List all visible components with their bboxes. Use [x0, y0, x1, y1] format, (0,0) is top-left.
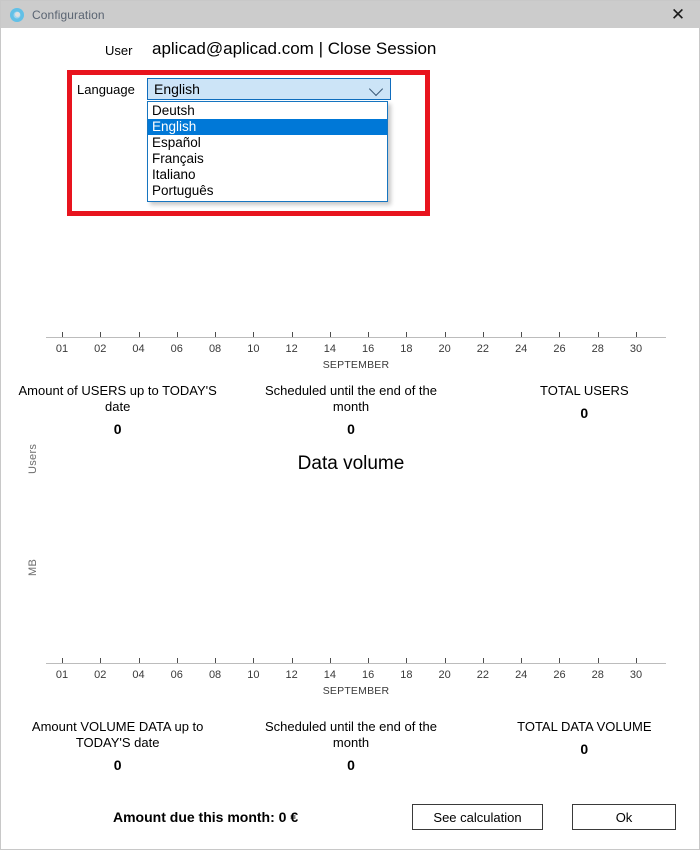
axis-tick: [253, 332, 254, 337]
axis-tick-label: 02: [94, 343, 107, 355]
axis-tick: [177, 658, 178, 663]
user-email: aplicad@aplicad.com: [152, 39, 314, 58]
stat-caption: Amount of USERS up to TODAY'S date: [18, 383, 217, 414]
stat-cell: [1, 383, 234, 437]
axis-tick: [559, 332, 560, 337]
axis-tick: [215, 332, 216, 337]
axis-line: [46, 337, 666, 338]
axis-tick: [62, 332, 63, 337]
axis-tick-label: 30: [629, 669, 643, 681]
axis-tick-label: 28: [591, 343, 604, 355]
axis-tick-label: 04: [132, 669, 145, 681]
axis-tick: [406, 658, 407, 663]
axis-tick: [139, 658, 140, 663]
axis-tick: [521, 332, 522, 337]
user-label: User: [105, 43, 133, 58]
axis-line: [46, 663, 666, 664]
language-option[interactable]: Português: [152, 183, 214, 198]
axis-tick: [559, 658, 560, 663]
close-session-link[interactable]: Close Session: [327, 39, 437, 58]
axis-tick-label: 14: [323, 343, 336, 355]
user-row: [1, 39, 700, 61]
users-chart-x-axis: [46, 337, 666, 371]
axis-tick-label: 14: [323, 669, 336, 681]
title-bar: [1, 1, 700, 28]
stat-caption: Scheduled until the end of the month: [264, 719, 437, 750]
stat-cell: [234, 383, 467, 437]
axis-tick-label: 20: [438, 343, 451, 355]
axis-tick-label: 26: [553, 669, 566, 681]
axis-tick-label: 01: [55, 669, 69, 681]
axis-tick: [598, 658, 599, 663]
axis-tick-label: 28: [591, 669, 604, 681]
axis-tick: [62, 658, 63, 663]
chevron-down-icon: [369, 82, 383, 96]
axis-tick: [406, 332, 407, 337]
stat-cell: [468, 719, 700, 773]
axis-tick: [598, 332, 599, 337]
stat-caption: Scheduled until the end of the month: [264, 383, 437, 414]
data-volume-chart-x-axis: [46, 663, 666, 697]
axis-tick-label: 18: [400, 343, 413, 355]
axis-tick: [636, 332, 637, 337]
axis-tick-label: 24: [515, 343, 528, 355]
axis-tick-label: 30: [629, 343, 643, 355]
axis-tick-label: 04: [132, 343, 145, 355]
stat-value: 0: [347, 757, 355, 773]
axis-tick-label: 16: [362, 669, 375, 681]
axis-tick-label: 01: [55, 343, 69, 355]
axis-tick-label: 24: [515, 669, 528, 681]
language-option[interactable]: Español: [152, 135, 201, 150]
axis-tick-label: 08: [208, 669, 222, 681]
axis-tick-label: 20: [438, 669, 451, 681]
ok-button[interactable]: Ok: [572, 804, 676, 830]
axis-tick: [100, 658, 101, 663]
axis-tick-label: 22: [476, 343, 490, 355]
language-option-list[interactable]: [147, 101, 388, 202]
axis-tick-label: 12: [285, 343, 298, 355]
stat-cell: [234, 719, 467, 773]
stat-value: 0: [113, 757, 122, 773]
axis-tick: [100, 332, 101, 337]
axis-tick-label: 18: [400, 669, 413, 681]
axis-tick: [139, 332, 140, 337]
axis-tick-label: 06: [170, 343, 183, 355]
data-volume-chart-x-axis-name: SEPTEMBER: [322, 685, 390, 697]
axis-tick-label: 06: [170, 669, 183, 681]
stat-cell: [1, 719, 234, 773]
users-chart-y-axis-label: Users: [27, 443, 39, 474]
axis-tick: [368, 332, 369, 337]
user-separator: |: [313, 39, 328, 58]
close-window-button[interactable]: ✕: [670, 4, 686, 25]
stat-caption: TOTAL DATA VOLUME: [517, 719, 652, 734]
language-select[interactable]: [147, 78, 391, 100]
axis-tick-label: 26: [553, 343, 566, 355]
axis-tick-label: 08: [208, 343, 222, 355]
amount-due-label: Amount due this month: 0 €: [113, 809, 299, 825]
axis-tick: [445, 332, 446, 337]
axis-tick: [292, 658, 293, 663]
axis-tick: [177, 332, 178, 337]
language-option[interactable]: English: [148, 119, 387, 135]
language-label: Language: [77, 82, 135, 97]
stat-value: 0: [113, 421, 122, 437]
axis-tick: [445, 658, 446, 663]
data-volume-stats-row: [1, 719, 700, 773]
see-calculation-button[interactable]: See calculation: [412, 804, 543, 830]
axis-tick: [330, 658, 331, 663]
axis-tick-label: 22: [476, 669, 490, 681]
stat-value: 0: [580, 405, 589, 421]
axis-tick: [253, 658, 254, 663]
axis-tick: [483, 658, 484, 663]
axis-tick: [330, 332, 331, 337]
axis-tick-label: 10: [247, 669, 260, 681]
axis-tick-label: 16: [362, 343, 375, 355]
users-chart-x-axis-name: SEPTEMBER: [322, 359, 390, 371]
user-account-info: [152, 39, 436, 59]
data-volume-chart-title: Data volume: [297, 453, 405, 474]
language-selected-value: English: [154, 81, 200, 97]
axis-tick: [521, 658, 522, 663]
data-volume-chart-y-axis-label: MB: [27, 558, 39, 576]
axis-tick: [368, 658, 369, 663]
axis-tick: [292, 332, 293, 337]
data-volume-chart: [1, 453, 700, 697]
stat-caption: TOTAL USERS: [540, 383, 629, 398]
stat-value: 0: [347, 421, 355, 437]
language-option[interactable]: Deutsh: [152, 103, 195, 118]
stat-cell: [468, 383, 700, 437]
axis-tick-label: 02: [94, 669, 107, 681]
axis-tick: [215, 658, 216, 663]
users-stats-row: [1, 383, 700, 437]
language-option[interactable]: Français: [152, 151, 204, 166]
donut-icon: [10, 8, 24, 22]
stat-caption: Amount VOLUME DATA up to TODAY'S date: [31, 719, 204, 750]
language-option[interactable]: Italiano: [152, 167, 196, 182]
window-title: Configuration: [32, 7, 105, 22]
axis-tick-label: 10: [247, 343, 260, 355]
axis-tick: [483, 332, 484, 337]
axis-tick: [636, 658, 637, 663]
axis-tick-label: 12: [285, 669, 298, 681]
stat-value: 0: [580, 741, 589, 757]
